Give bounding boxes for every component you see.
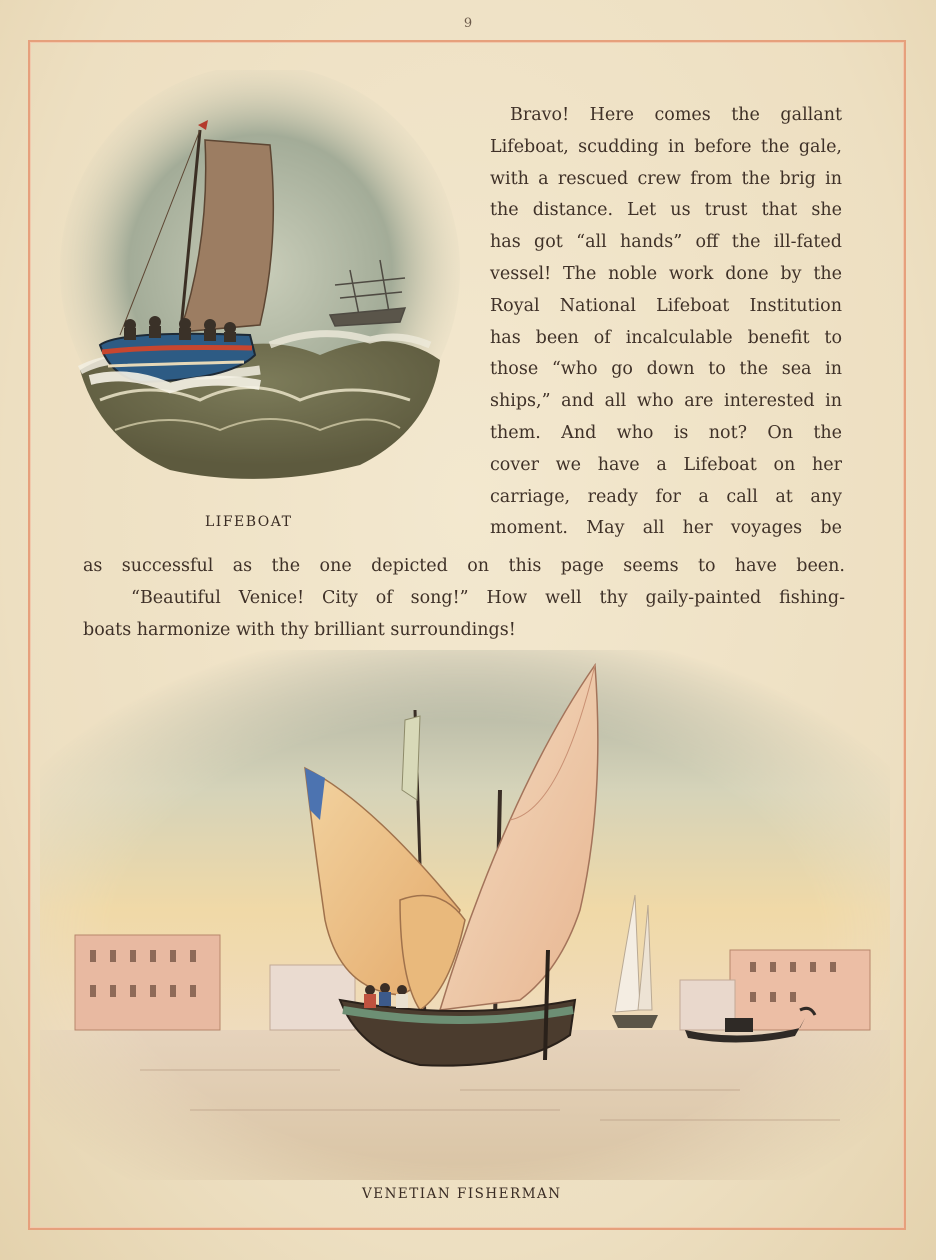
- text-line: vessel! The noble work done by the: [490, 263, 842, 284]
- page-number: 9: [463, 16, 473, 31]
- continuation-paragraph: [83, 551, 845, 646]
- text-line: as successful as the one depicted on this page seems to have been.: [83, 556, 845, 576]
- lifeboat-caption: LIFEBOAT: [205, 514, 293, 530]
- text-line: boats harmonize with thy brilliant surroundings!: [83, 619, 516, 640]
- text-line: with a rescued crew from the brig in: [490, 168, 842, 189]
- text-line: Royal National Lifeboat Institution: [490, 295, 842, 316]
- text-line: has got “all hands” off the ill-fated: [490, 232, 842, 253]
- text-line: carriage, ready for a call at any: [490, 486, 842, 507]
- text-line: them. And who is not? On the: [490, 422, 842, 443]
- lifeboat-paragraph: [490, 100, 842, 545]
- lifeboat-illustration: [60, 70, 460, 490]
- venetian-fishing-boat-illustration: [40, 650, 890, 1180]
- text-line: Lifeboat, scudding in before the gale,: [490, 136, 842, 157]
- text-line: the distance. Let us trust that she: [490, 200, 842, 221]
- text-line: Bravo! Here comes the gallant: [510, 105, 842, 125]
- text-line: those “who go down to the sea in: [490, 359, 842, 380]
- text-line: has been of incalculable benefit to: [490, 327, 842, 348]
- text-line: moment. May all her voyages be: [490, 518, 842, 539]
- venetian-fisherman-caption: VENETIAN FISHERMAN: [362, 1186, 562, 1202]
- text-line: “Beautiful Venice! City of song!” How well thy gaily-painted fishing-: [131, 587, 845, 608]
- text-line: ships,” and all who are interested in: [490, 391, 842, 412]
- text-line: cover we have a Lifeboat on her: [490, 454, 842, 475]
